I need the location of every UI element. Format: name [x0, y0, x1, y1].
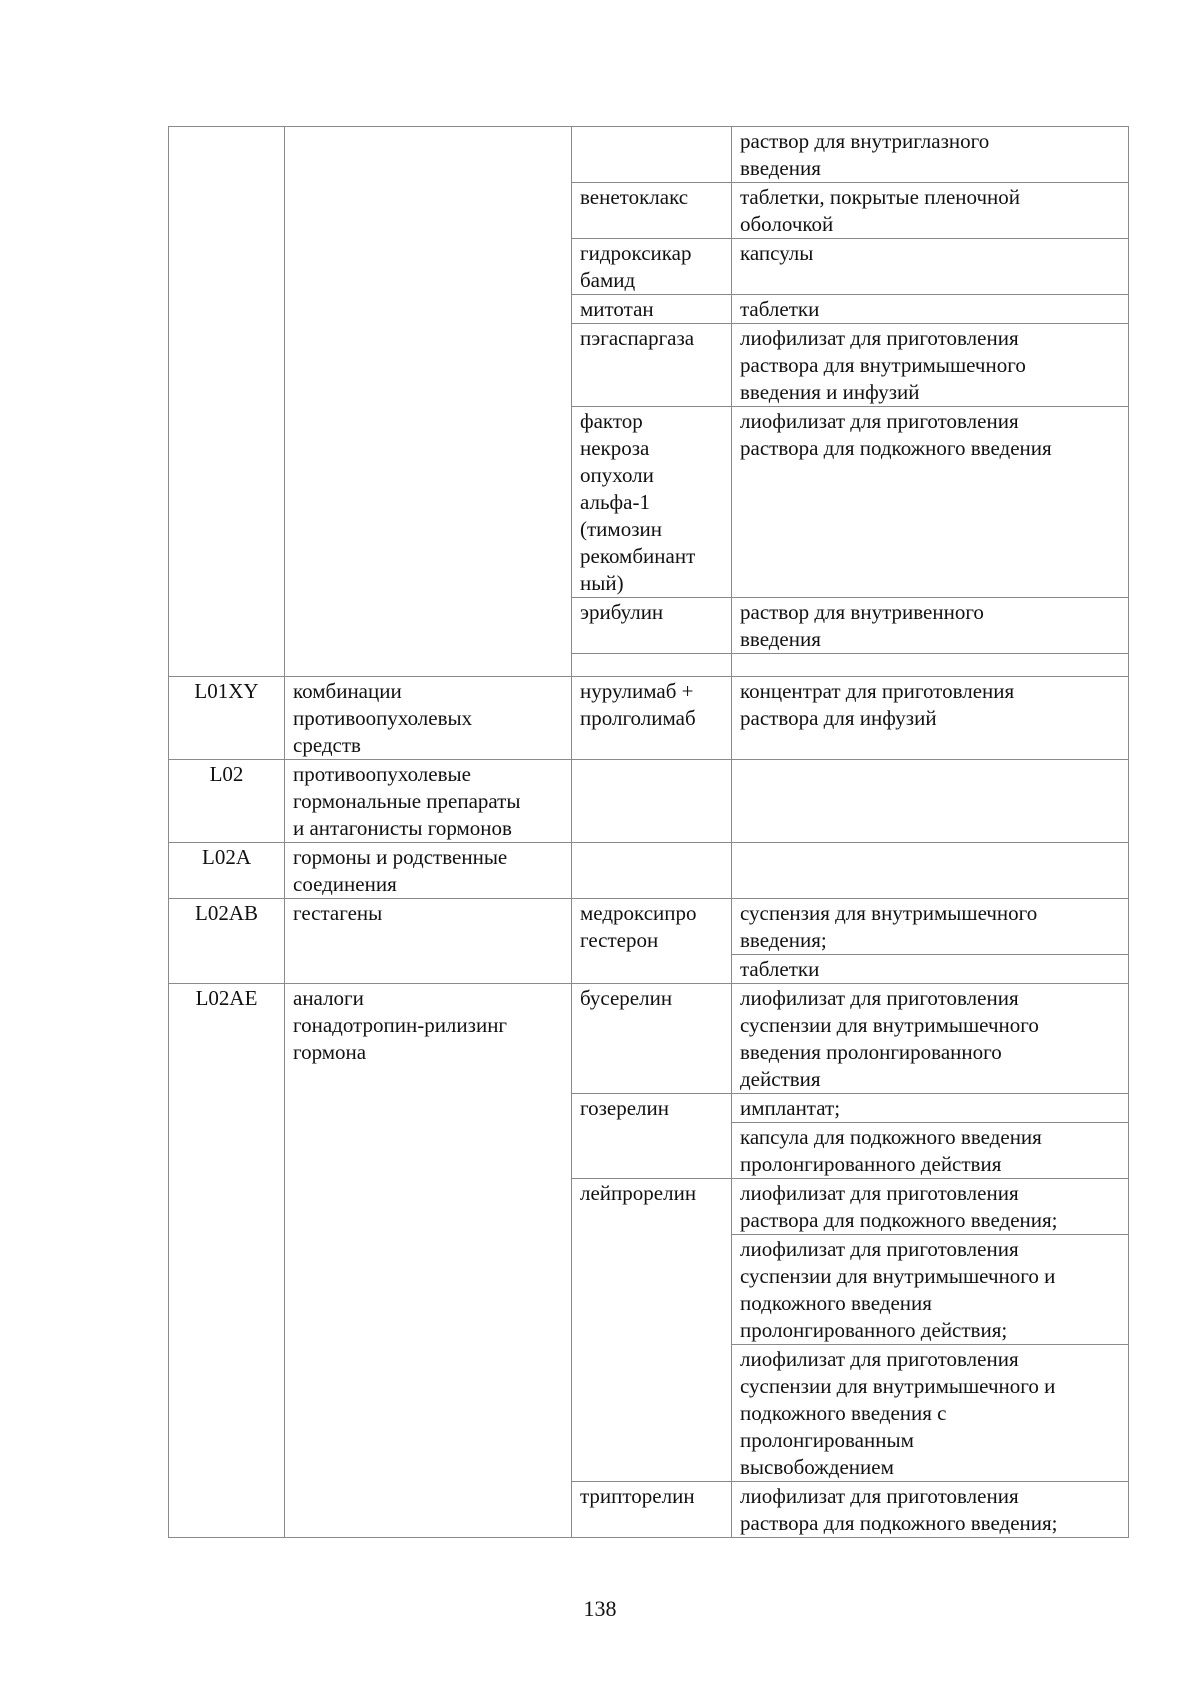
form-line: капсулы — [740, 241, 814, 265]
drug-name-cell — [572, 239, 732, 295]
drug-line: венетоклакс — [580, 185, 689, 209]
table-row — [169, 899, 1129, 955]
drug-line: гестерон — [580, 928, 659, 952]
dosage-form-cell — [732, 843, 1129, 899]
drug-line: медроксипро — [580, 901, 697, 925]
drug-name-cell — [572, 984, 732, 1094]
form-line: раствора для инфузий — [740, 706, 937, 730]
drug-line: гидроксикар — [580, 241, 692, 265]
empty-cell — [572, 654, 732, 677]
drug-line: альфа-1 — [580, 490, 650, 514]
drug-name-cell — [572, 127, 732, 183]
drug-list-table — [168, 126, 1129, 1538]
group-line: аналоги — [293, 986, 364, 1010]
drug-line: бамид — [580, 268, 636, 292]
form-line: таблетки — [740, 957, 820, 981]
drug-line: пролголимаб — [580, 706, 696, 730]
group-line: гормональные препараты — [293, 789, 521, 813]
group-line: гонадотропин-рилизинг — [293, 1013, 508, 1037]
form-line: введения — [740, 627, 821, 651]
drug-line: нурулимаб + — [580, 679, 694, 703]
form-line: концентрат для приготовления — [740, 679, 1015, 703]
drug-name-cell — [572, 295, 732, 324]
drug-line: фактор — [580, 409, 643, 433]
form-line: раствор для внутриглазного — [740, 129, 990, 153]
form-line: таблетки — [740, 297, 820, 321]
atc-code-cell: L01XY — [169, 677, 285, 760]
dosage-form-cell — [732, 239, 1129, 295]
form-line: лиофилизат для приготовления — [740, 1237, 1019, 1261]
drug-name-cell — [572, 1482, 732, 1538]
dosage-form-cell — [732, 127, 1129, 183]
form-line: раствора для подкожного введения; — [740, 1511, 1058, 1535]
form-line: таблетки, покрытые пленочной — [740, 185, 1021, 209]
drug-line: гозерелин — [580, 1096, 669, 1120]
page-number: 138 — [583, 1596, 617, 1621]
dosage-form-cell — [732, 760, 1129, 843]
drug-line: (тимозин — [580, 517, 662, 541]
drug-name-cell — [572, 407, 732, 598]
group-line: и антагонисты гормонов — [293, 816, 512, 840]
form-line: пролонгированного действия — [740, 1152, 1002, 1176]
dosage-form-cell — [732, 324, 1129, 407]
group-line: противоопухолевых — [293, 706, 473, 730]
form-line: введения — [740, 156, 821, 180]
dosage-form-cell — [732, 407, 1129, 598]
drug-name-cell — [572, 760, 732, 843]
drug-name-cell — [572, 598, 732, 654]
form-line: лиофилизат для приготовления — [740, 409, 1019, 433]
group-line: соединения — [293, 872, 397, 896]
atc-code-cell: L02AE — [169, 984, 285, 1538]
drug-name-cell — [572, 843, 732, 899]
group-line: гестагены — [293, 901, 383, 925]
form-line: раствор для внутривенного — [740, 600, 984, 624]
group-name-cell — [285, 127, 572, 677]
group-line: противоопухолевые — [293, 762, 471, 786]
drug-name-cell — [572, 899, 732, 984]
dosage-form-cell — [732, 899, 1129, 955]
group-name-cell — [285, 984, 572, 1538]
dosage-form-cell — [732, 295, 1129, 324]
form-line: пролонгированного действия; — [740, 1318, 1008, 1342]
form-line: капсула для подкожного введения — [740, 1125, 1042, 1149]
table-row — [169, 843, 1129, 899]
form-line: введения пролонгированного — [740, 1040, 1002, 1064]
form-line: лиофилизат для приготовления — [740, 1484, 1019, 1508]
form-line: введения и инфузий — [740, 380, 920, 404]
form-line: раствора для подкожного введения; — [740, 1208, 1058, 1232]
drug-name-cell — [572, 677, 732, 760]
table-row — [169, 760, 1129, 843]
drug-line: рекомбинант — [580, 544, 696, 568]
table-row — [169, 127, 1129, 183]
empty-cell — [732, 654, 1129, 677]
atc-code-cell — [169, 127, 285, 677]
dosage-form-cell — [732, 598, 1129, 654]
form-line: суспензия для внутримышечного — [740, 901, 1038, 925]
dosage-form-cell — [732, 955, 1129, 984]
group-line: комбинации — [293, 679, 402, 703]
form-line: лиофилизат для приготовления — [740, 326, 1019, 350]
dosage-form-cell — [732, 183, 1129, 239]
form-line: подкожного введения — [740, 1291, 932, 1315]
group-name-cell — [285, 899, 572, 984]
table-row — [169, 984, 1129, 1094]
drug-name-cell — [572, 1094, 732, 1179]
group-line: гормоны и родственные — [293, 845, 508, 869]
drug-line: эрибулин — [580, 600, 664, 624]
drug-name-cell — [572, 1179, 732, 1482]
drug-line: опухоли — [580, 463, 654, 487]
drug-line: бусерелин — [580, 986, 673, 1010]
table-row — [169, 677, 1129, 760]
atc-code-cell: L02AB — [169, 899, 285, 984]
dosage-form-cell — [732, 1123, 1129, 1179]
dosage-form-cell — [732, 677, 1129, 760]
drug-line: трипторелин — [580, 1484, 695, 1508]
drug-line: лейпрорелин — [580, 1181, 697, 1205]
drug-name-cell — [572, 183, 732, 239]
group-line: гормона — [293, 1040, 367, 1064]
form-line: оболочкой — [740, 212, 834, 236]
dosage-form-cell — [732, 984, 1129, 1094]
form-line: введения; — [740, 928, 827, 952]
form-line: высвобождением — [740, 1455, 894, 1479]
drug-line: некроза — [580, 436, 650, 460]
form-line: лиофилизат для приготовления — [740, 1347, 1019, 1371]
form-line: пролонгированным — [740, 1428, 914, 1452]
form-line: раствора для внутримышечного — [740, 353, 1026, 377]
form-line: имплантат; — [740, 1096, 841, 1120]
dosage-form-cell — [732, 1482, 1129, 1538]
atc-code-cell: L02 — [169, 760, 285, 843]
dosage-form-cell — [732, 1094, 1129, 1123]
form-line: раствора для подкожного введения — [740, 436, 1052, 460]
drug-line: митотан — [580, 297, 654, 321]
drug-line: ный) — [580, 571, 624, 595]
drug-line: пэгаспаргаза — [580, 326, 695, 350]
form-line: суспензии для внутримышечного и — [740, 1374, 1056, 1398]
form-line: лиофилизат для приготовления — [740, 1181, 1019, 1205]
form-line: суспензии для внутримышечного — [740, 1013, 1039, 1037]
group-name-cell — [285, 677, 572, 760]
dosage-form-cell — [732, 1235, 1129, 1345]
form-line: суспензии для внутримышечного и — [740, 1264, 1056, 1288]
form-line: лиофилизат для приготовления — [740, 986, 1019, 1010]
group-name-cell — [285, 843, 572, 899]
form-line: подкожного введения с — [740, 1401, 947, 1425]
dosage-form-cell — [732, 1345, 1129, 1482]
drug-name-cell — [572, 324, 732, 407]
group-name-cell — [285, 760, 572, 843]
group-line: средств — [293, 733, 361, 757]
atc-code-cell: L02A — [169, 843, 285, 899]
dosage-form-cell — [732, 1179, 1129, 1235]
form-line: действия — [740, 1067, 821, 1091]
